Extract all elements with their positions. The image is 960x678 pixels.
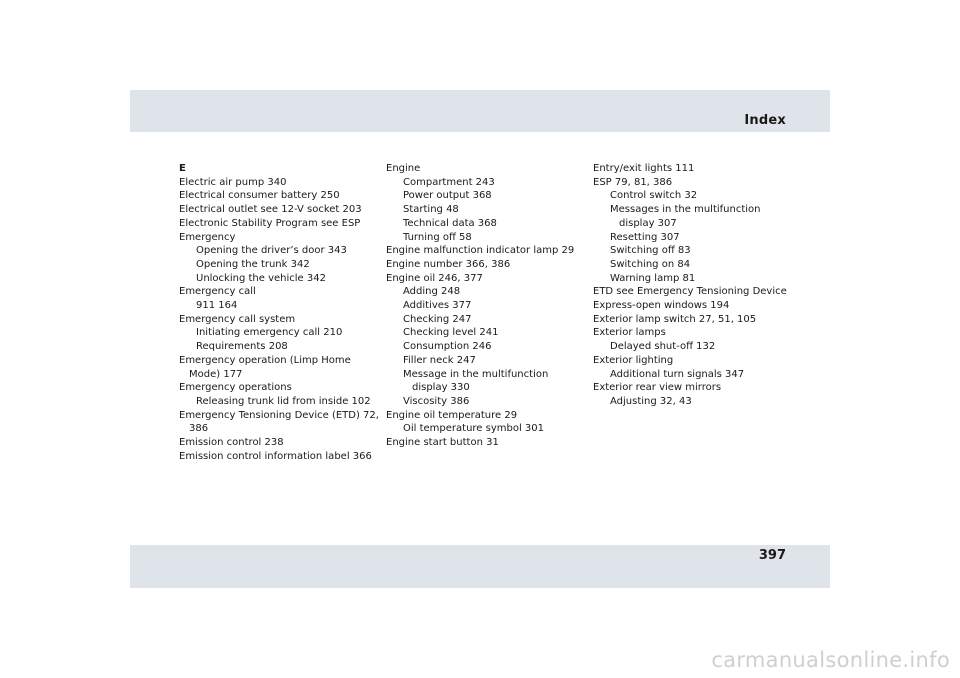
index-entry: Mode) 177 — [189, 368, 243, 380]
watermark-text: carmanualsonline.info — [711, 648, 950, 672]
index-entry: Initiating emergency call 210 — [196, 327, 343, 339]
index-entry: Starting 48 — [403, 204, 459, 216]
index-entry: Emergency Tensioning Device (ETD) 72, — [179, 409, 379, 421]
index-column-3 — [593, 162, 791, 409]
index-entry: Unlocking the vehicle 342 — [196, 272, 326, 284]
index-letter-heading: E — [179, 163, 186, 174]
index-entry: ETD see Emergency Tensioning Device — [593, 286, 787, 298]
index-entry: Checking level 241 — [403, 327, 499, 339]
index-entry: Oil temperature symbol 301 — [403, 423, 545, 435]
index-entry: Exterior lamp switch 27, 51, 105 — [593, 313, 757, 325]
index-entry: display 307 — [619, 217, 677, 229]
index-entry: Additives 377 — [403, 300, 472, 312]
page-title: Index — [744, 113, 786, 128]
index-entry: Technical data 368 — [403, 217, 497, 229]
index-entry: Resetting 307 — [610, 231, 680, 243]
index-entry: Adding 248 — [403, 286, 461, 298]
index-entry: Delayed shut-off 132 — [610, 341, 716, 353]
index-column-2 — [386, 162, 584, 450]
footer-band — [130, 545, 830, 588]
index-entry: Emergency call system — [179, 313, 296, 325]
index-entry: Electric air pump 340 — [179, 176, 287, 188]
index-entry: Emission control information label 366 — [179, 450, 372, 462]
page-number: 397 — [758, 548, 786, 563]
index-entry: Exterior rear view mirrors — [593, 382, 722, 394]
index-entry: Opening the trunk 342 — [196, 258, 310, 270]
index-entry: Engine start button 31 — [386, 437, 499, 449]
index-entry: Emergency — [179, 231, 236, 243]
index-entry: Releasing trunk lid from inside 102 — [196, 395, 371, 407]
index-entry: Filler neck 247 — [403, 354, 476, 366]
index-entry: Opening the driver’s door 343 — [196, 245, 347, 257]
index-entry: Compartment 243 — [403, 176, 495, 188]
index-column-1 — [179, 162, 377, 463]
index-entry: 386 — [189, 423, 209, 435]
index-entry: Switching off 83 — [610, 245, 691, 257]
index-entry: Turning off 58 — [403, 231, 472, 243]
index-entry: Engine oil temperature 29 — [386, 409, 518, 421]
index-entry: Engine malfunction indicator lamp 29 — [386, 245, 575, 257]
index-entry: Electrical outlet see 12-V socket 203 — [179, 204, 362, 216]
index-entry: Power output 368 — [403, 190, 492, 202]
index-entry: Express-open windows 194 — [593, 300, 730, 312]
index-entry: Viscosity 386 — [403, 395, 470, 407]
index-entry: Consumption 246 — [403, 341, 492, 353]
index-entry: 911 164 — [196, 300, 238, 312]
index-entry: display 330 — [412, 382, 470, 394]
index-entry: Electronic Stability Program see ESP — [179, 217, 361, 229]
index-entry: Exterior lighting — [593, 354, 674, 366]
index-entry: Control switch 32 — [610, 190, 698, 202]
index-entry: Switching on 84 — [610, 258, 691, 270]
header-band — [130, 90, 830, 132]
index-entry: Engine oil 246, 377 — [386, 272, 483, 284]
index-entry: Messages in the multifunction — [610, 204, 761, 216]
index-entry: Adjusting 32, 43 — [610, 395, 692, 407]
index-entry: Emergency call — [179, 286, 256, 298]
index-entry: Electrical consumer battery 250 — [179, 190, 340, 202]
index-entry: Engine — [386, 163, 421, 174]
index-entry: Engine number 366, 386 — [386, 258, 511, 270]
index-entry: Entry/exit lights 111 — [593, 163, 695, 174]
index-entry: Requirements 208 — [196, 341, 288, 353]
index-entry: Warning lamp 81 — [610, 272, 696, 284]
index-entry: Additional turn signals 347 — [610, 368, 745, 380]
index-entry: Checking 247 — [403, 313, 472, 325]
index-entry: Emission control 238 — [179, 437, 284, 449]
index-entry: Emergency operations — [179, 382, 292, 394]
index-entry: ESP 79, 81, 386 — [593, 176, 673, 188]
index-entry: Exterior lamps — [593, 327, 666, 339]
index-entry: Message in the multifunction — [403, 368, 549, 380]
index-entry: Emergency operation (Limp Home — [179, 354, 351, 366]
